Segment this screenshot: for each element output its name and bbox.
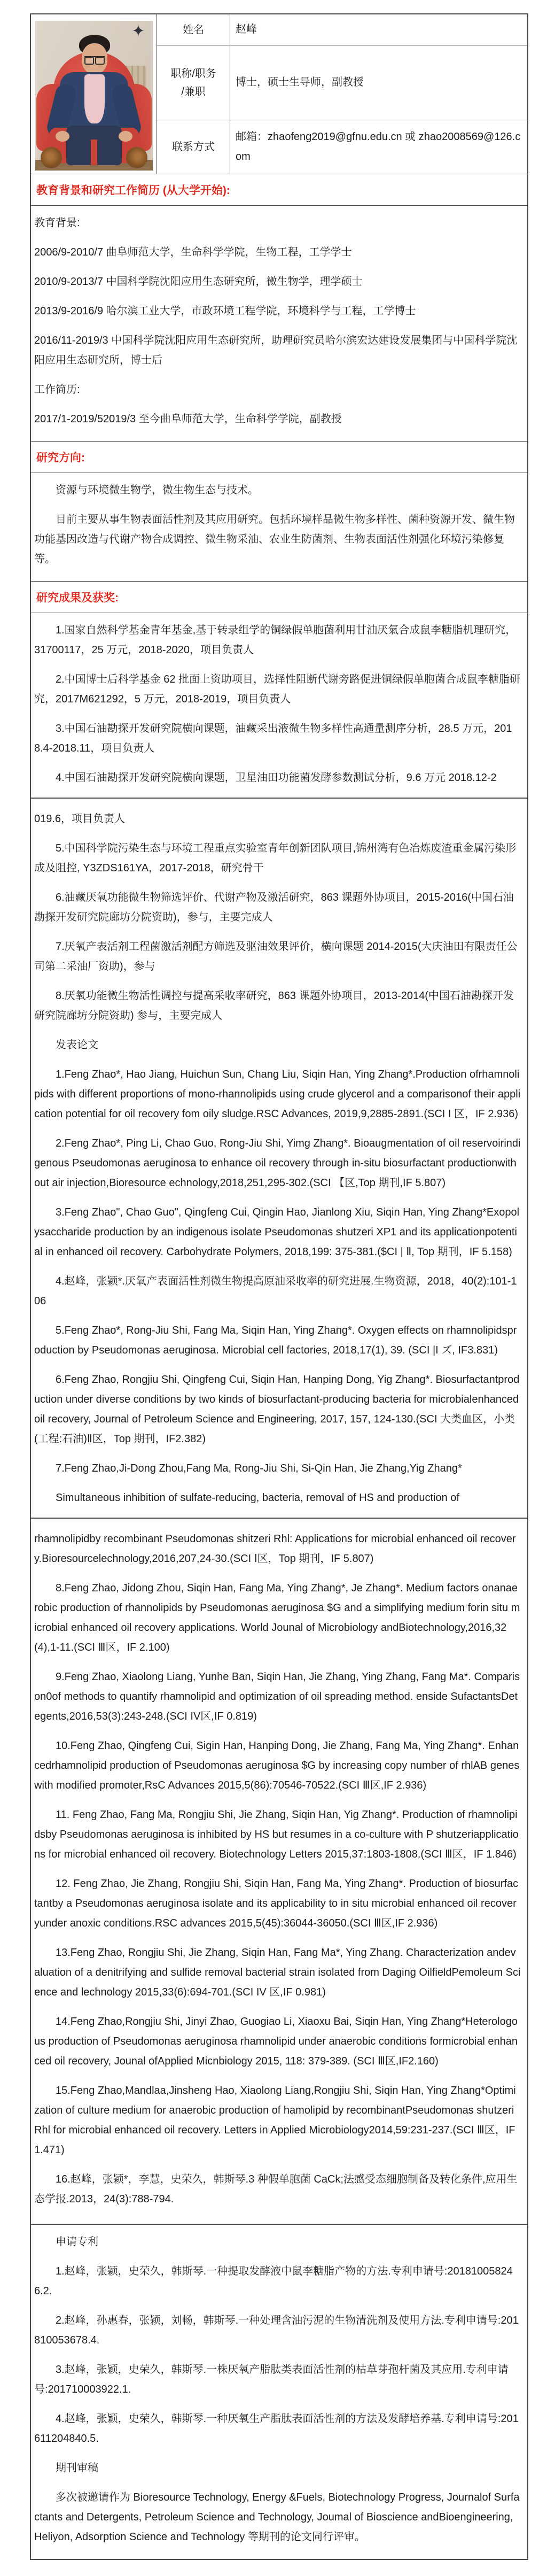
publication-item: 9.Feng Zhao, Xiaolong Liang, Yunhe Ban, Siqin Han, Jie Zhang, Ying Zhang, Fang Ma*. Comparison0of methods to quantify rhamnolipid and optimization of oil spreading method. enside SufactantsDetegents,2016,53(3):243-248.(SCI IV区,IF 0.819)	[34, 1671, 520, 1722]
publication-item: 14.Feng Zhao,Rongjiu Shi, Jinyi Zhao, Guogiao Li, Xiaoxu Bai, Siqin Han, Ying Zhang*Heterologous production of Pseudomonas aeruginosa rhamnolipid under anaerobic conditions formicrobial enhanced oil recovery, Jounal ofApplied Micnbiology 2015, 118: 379-389. (SCI Ⅲ区,IF2.160)	[34, 2016, 518, 2067]
contact-label: 联系方式	[172, 141, 215, 153]
education-content	[31, 205, 527, 441]
profile-photo	[35, 21, 153, 171]
education-item: 2013/9-2016/9 哈尔滨工业大学，市政环境工程学院，环境科学与工程，工学博士	[34, 305, 416, 317]
publication-item: 3.Feng Zhao", Chao Guo", Qingfeng Cui, Qingin Hao, Jianlong Xiu, Siqin Han, Ying Zhang*Exopolysaccharide production by an indigenous isolate Pseudomonas shutzeri XP1 and its applicationpotential in enhanced oil recovery. Carbohydrate Polymers, 2018,199: 375-381.($CI | Ⅱ, Top 期刊，IF 5.158)	[34, 1206, 520, 1258]
grant-item: 4.中国石油勘探开发研究院横向课题，卫星油田功能菌发酵参数测试分析，9.6 万元 2018.12-2	[56, 772, 497, 784]
section-header-research-direction: 研究方向:	[31, 441, 527, 473]
grant-item: 3.中国石油勘探开发研究院横向课题，油藏采出液微生物多样性高通量测序分析，28.5 万元，2018.4-2018.11，项目负责人	[34, 723, 512, 754]
grant-item: 6.油藏厌氧功能微生物筛选评价、代谢产物及激活研究，863 课题外协项目，2015-2016(中国石油勘探开发研究院廊坊分院资助)，参与，主要完成人	[34, 892, 514, 923]
patents-list	[34, 2262, 521, 2449]
research-direction-content	[31, 473, 527, 581]
grant-item: 019.6，项目负责人	[34, 813, 126, 825]
publication-item: 2.Feng Zhao*, Ping Li, Chao Guo, Rong-Jiu Shi, Yimg Zhang*. Bioaugmentation of oil reservoirindigenous Pseudomonas aeruginosa to enhance oil recovery through in-situ biosurfactant productionwithout air injection,Bioresource echnology,2018,251,295-302.(SCI 【区,Top 期刊,IF 5.807)	[34, 1138, 521, 1189]
publication-item: 5.Feng Zhao*, Rong-Jiu Shi, Fang Ma, Siqin Han, Ying Zhang*. Oxygen effects on rhamnolipidsproduction by Pseudomonas aeruginosa. Microbial cell factories, 2018,17(1), 39. (SCI |I ズ, IF3.831)	[34, 1325, 517, 1356]
contact-value-email: 邮箱：zhaofeng2019@gfnu.edu.cn 或 zhao2008569@126.com	[230, 120, 527, 174]
publication-item: 7.Feng Zhao,Ji-Dong Zhou,Fang Ma, Rong-Jiu Shi, Si-Qin Han, Jie Zhang,Yig Zhang*	[56, 1463, 462, 1474]
photo-wood-scroll-left	[41, 147, 62, 168]
star-ornament-icon: ✦	[131, 22, 145, 40]
name-label: 姓名	[183, 24, 204, 36]
grants-list-part1	[34, 621, 521, 788]
publication-item: 6.Feng Zhao, Rongjiu Shi, Qingfeng Cui, Siqin Han, Hanping Dong, Yig Zhang*. Biosurfactantproduction under diverse conditions by two kinds of biosurfactant-producing bacteria for microbialenhanced oil recovery, Journal of Petroleum Science and Engineering, 2017, 157, 124-130.(SCI 大类血区，小类(工程:石油)Ⅱ区，Top 期刊，IF2.382)	[34, 1374, 520, 1445]
grant-item: 8.厌氧功能微生物活性调控与提高采收率研究，863 课题外协项目，2013-2014(中国石油勘探开发研究院廊坊分院资助) 参与，主要完成人	[34, 990, 514, 1022]
research-paragraph: 目前主要从事生物表面活性剂及其应用研究。包括环境样品微生物多样性、菌种资源开发、微生物功能基因改造与代谢产物合成调控、微生物采油、农业生防菌剂、生物表面活性剂强化环境污染修复等。	[34, 514, 515, 565]
education-item: 2010/9-2013/7 中国科学院沈阳应用生态研究所，微生物学，理学硕士	[34, 276, 363, 288]
photo-person-hand-left	[56, 131, 69, 142]
publication-item: Simultaneous inhibition of sulfate-reducing, bacteria, removal of HS and production of	[56, 1492, 459, 1504]
profile-table	[31, 14, 527, 174]
publication-item: 1.Feng Zhao*, Hao Jiang, Huichun Sun, Chang Liu, Siqin Han, Ying Zhang*.Production ofrhamnolipids with different proportions of mono-rhannolipids using crude glycerol and a comparisonof their application potential for oil recovery fom oily sludge.RSC Advances, 2019,9,2885-2891.(SCI I 区，IF 2.936)	[34, 1069, 521, 1120]
education-subtitle: 教育背景:	[34, 217, 80, 229]
section-header-achievements: 研究成果及获奖:	[31, 581, 527, 613]
page-break-divider-1	[31, 798, 527, 799]
journal-review-title: 期刊审稿	[56, 2462, 98, 2474]
work-subtitle: 工作简历:	[34, 384, 80, 396]
title-label: 职称/职务 /兼职	[170, 67, 216, 98]
photo-person-shirt	[84, 74, 105, 123]
name-row	[157, 14, 527, 45]
section-header-education: 教育背景和研究工作简历 (从大学开始):	[31, 174, 527, 205]
photo-person-hand-right	[119, 131, 132, 142]
profile-info-column	[157, 14, 527, 174]
grant-item: 1.国家自然科学基金青年基金,基于转录组学的铜绿假单胞菌利用甘油厌氣合成鼠李糖脂机理研究，31700117，25 万元，2018-2020，项目负责人	[34, 624, 517, 656]
grant-item: 5.中国科学院污染生态与环境工程重点实验室青年创新团队项目,锦州湾有色冶炼废渣重金属污染形成及阻控, Y3ZDS161YA，2017-2018，研究骨干	[34, 842, 517, 874]
publication-item: 12. Feng Zhao, Jie Zhang, Rongjiu Shi, Siqin Han, Fang Ma, Ying Zhang*. Production of biosurfactantby a Pseudomonas aeruginosa isolate and its applicability to in situ microbial enhanced oil recoveryunder anoxic conditions.RSC advances 2015,5(45):36044-36050.(SCI Ⅲ区,IF 2.936)	[34, 1878, 519, 1929]
publication-item: 8.Feng Zhao, Jidong Zhou, Siqin Han, Fang Ma, Ying Zhang*, Je Zhang*. Medium factors onanaerobic production of rhannolipids by Pseudomonas aeruginosa $G and a simplifying medium forin situ microbial enhanced oil recovery applications. World Jounal of Microbiology andBiotechnology,2016,32(4),1-11.(SCI Ⅲ区，IF 2.100)	[34, 1582, 520, 1653]
photo-cell	[31, 14, 157, 174]
work-list	[34, 409, 521, 429]
grant-item: 7.厌氧产表活剂工程菌激活剂配方筛选及驱油效果评价，横向课题 2014-2015(大庆油田有限责任公司第二采油厂资助)，参与	[34, 941, 518, 972]
achievements-content-part1	[31, 613, 527, 2221]
publication-item: 13.Feng Zhao, Rongjiu Shi, Jie Zhang, Siqin Han, Fang Ma*, Ying Zhang. Characterization andevaluation of a denitrifying and sulfide removal bacterial strain isolated from Daging OilfieldPemoleum Science and lechnology 2015,33(6):694-701.(SCI IV 区,IF 0.981)	[34, 1947, 521, 1998]
title-value: 博士，硕士生导师，副教授	[230, 45, 527, 120]
grant-item: 2.中国博士后科学基金 62 批面上资助项目，选择性阻断代谢旁路促进铜绿假单胞菌合成鼠李糖脂研究，2017M621292，5 万元，2018-2019，项目负责人	[34, 674, 521, 705]
education-item: 2006/9-2010/7 曲阜师范大学，生命科学学院，生物工程，工学学士	[34, 246, 352, 258]
patent-item: 1.赵峰，张颖，史荣久，韩斯琴.一种提取发酵液中鼠李糖脂产物的方法.专利申请号:201810058246.2.	[34, 2265, 513, 2297]
publication-item: 11. Feng Zhao, Fang Ma, Rongjiu Shi, Jie Zhang, Siqin Han, Yig Zhang*. Production of rhamnolipidsby Pseudomonas aeruginosa is inhibited by HS but resumes in a co-culture with P shutzeriapplications for microbial enhanced oil recovery. Biotechnology Letters 2015,37:1803-1808.(SCI Ⅲ区，IF 1.846)	[34, 1809, 519, 1860]
patent-item: 4.赵峰，张颖，史荣久，韩斯琴.一种厌氧生产脂肽表面活性剂的方法及发酵培养基.专利申请号:201611204840.5.	[34, 2413, 519, 2445]
journal-review-text: 多次被邀请作为 Bioresource Technology, Energy &Fuels, Biotechnology Progress, Journalof Surfactants and Detergents, Petroleum Science and Technology, Joumal of Bioscience andBioengineering, Heliyon, Adsorption Science and Technology 等期刊的论文同行评审。	[34, 2492, 520, 2543]
education-list	[34, 243, 521, 370]
page-break-divider-2	[31, 1518, 527, 1519]
publication-item: rhamnolipidby recombinant Pseudomonas shitzeri Rhl: Applications for microbial enhanced oil recovery.Bioresourcelechnology,2016,207,24-30.(SCI Ⅰ区，Top 期刊，IF 5.807)	[34, 1533, 516, 1565]
research-paragraph: 资源与环境微生物学，微生物生态与技术。	[56, 484, 259, 496]
patent-item: 2.赵峰，孙惠春，张颖，刘畅，韩斯琴.一种处理含油污泥的生物清洗剂及使用方法.专利申请号:201810053678.4.	[34, 2315, 519, 2346]
title-row	[157, 45, 527, 120]
publications-list-part2	[34, 1529, 521, 2209]
publication-item: 15.Feng Zhao,Mandlaa,Jinsheng Hao, Xiaolong Liang,Rongjiu Shi, Siqin Han, Ying Zhang*Optimization of culture medium for anaerobic production of hamolipid by recombinantPseudomonas shutzeri Rhl for microbial enhanced oil recovery. Letters in Applied Microbiology2014,59:231-237.(SCI Ⅲ区，IF 1.471)	[34, 2085, 516, 2156]
publications-list-part1	[34, 1065, 521, 1508]
education-item: 2016/11-2019/3 中国科学院沈阳应用生态研究所，助理研究员哈尔滨宏达建设发展集团与中国科学院沈阳应用生态研究所，博士后	[34, 335, 518, 366]
photo-wood-scroll-right	[126, 147, 147, 168]
photo-person-jeans	[66, 126, 122, 165]
research-paragraphs	[34, 481, 521, 569]
patent-item: 3.赵峰，张颖，史荣久，韩斯琴.一株厌氧产脂肽类表面活性剂的枯草芽孢杆菌及其应用.专利申请号:201710003922.1.	[34, 2364, 509, 2395]
publications-title: 发表论文	[56, 1039, 98, 1051]
work-item: 2017/1-2019/52019/3 至今曲阜师范大学，生命科学学院，副教授	[34, 413, 342, 425]
cv-document	[30, 13, 528, 2560]
name-value: 赵峰	[230, 14, 527, 45]
grants-list-part2	[34, 809, 521, 1026]
publication-item: 10.Feng Zhao, Qingfeng Cui, Sigin Han, Hanping Dong, Jie Zhang, Fang Ma, Ying Zhang*. Enhancedrhamnolipid production of Pseudomonas aeruginosa $G by increasing copy number of rhlAB geneswith modified promoter,RsC Advances 2015,5(86):70546-70522.(SCI Ⅲ区,IF 2.936)	[34, 1740, 520, 1791]
contact-row	[157, 120, 527, 174]
publication-item: 4.赵峰，张颖*.厌氧产表面活性剂微生物提高原油采收率的研究进展.生物资源，2018，40(2):101-106	[34, 1275, 517, 1307]
patents-content	[31, 2224, 527, 2559]
patents-title: 申请专利	[56, 2236, 98, 2248]
publication-item: 16.赵峰，张颖*，李慧，史荣久，韩斯琴.3 种假单胞菌 CaCk;法感受态细胞制备及转化条件,应用生态学报.2013，24(3):788-794.	[34, 2173, 518, 2205]
glasses-icon	[84, 56, 105, 64]
